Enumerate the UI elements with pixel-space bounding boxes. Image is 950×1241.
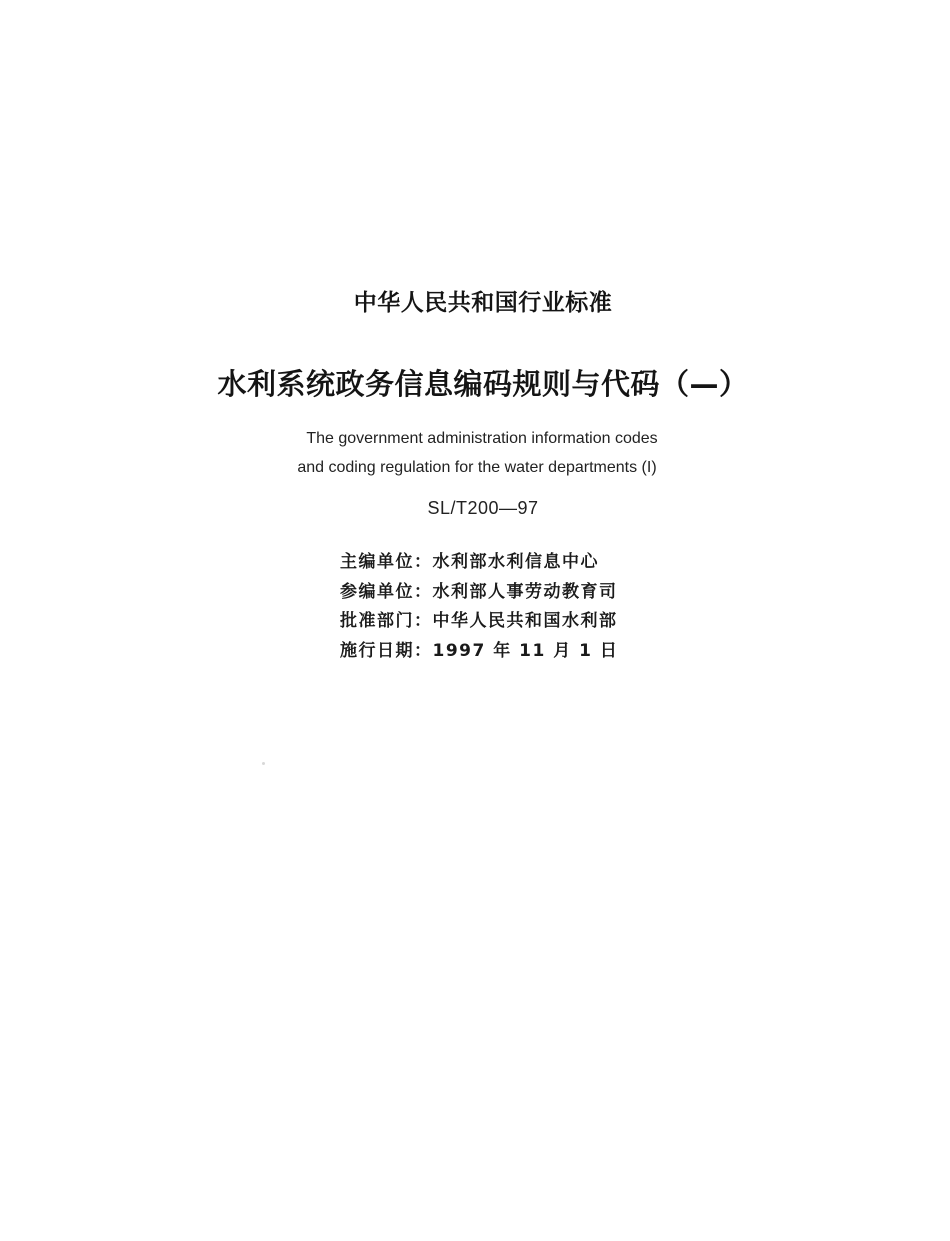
info-label: 主编单位： (340, 552, 433, 572)
co-editor-row (340, 578, 618, 608)
info-value: 1997 年 11 月 1 日 (432, 640, 619, 661)
info-value: 水利部水利信息中心 (432, 552, 599, 572)
english-title-line-1: The government administration information codes (306, 430, 658, 447)
issuing-info-block (340, 548, 618, 666)
approving-department-row (340, 607, 618, 637)
standard-number: SL/T200—97 (427, 498, 539, 518)
industry-standard-heading: 中华人民共和国行业标准 (353, 290, 613, 316)
info-label: 批准部门： (340, 611, 433, 631)
info-value: 水利部人事劳动教育司 (432, 581, 618, 602)
info-value: 中华人民共和国水利部 (432, 611, 618, 631)
scan-speck (262, 762, 265, 765)
info-label: 施行日期： (340, 640, 433, 661)
document-title-chinese: 水利系统政务信息编码规则与代码（—） (217, 367, 749, 401)
document-title-english (0, 424, 950, 482)
info-label: 参编单位： (340, 581, 433, 602)
english-title-line-2: and coding regulation for the water departments (I) (297, 459, 657, 476)
chief-editor-row (340, 548, 618, 578)
effective-date-row (340, 637, 618, 667)
